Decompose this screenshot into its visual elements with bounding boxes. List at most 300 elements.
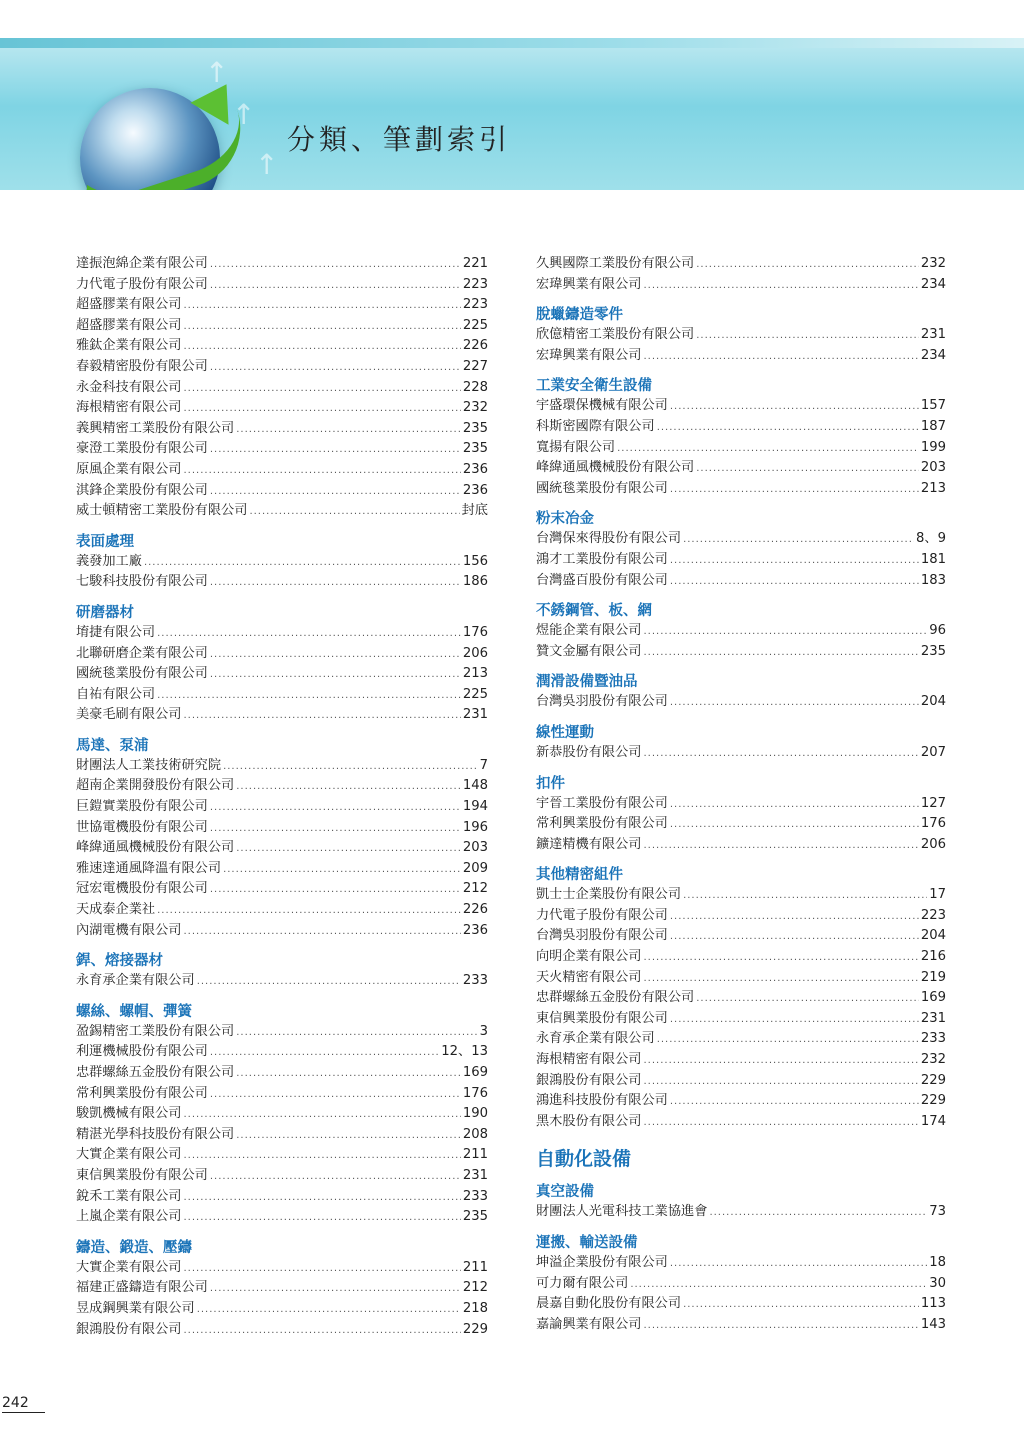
page-reference: 234 [920, 347, 946, 363]
index-entry [76, 357, 488, 378]
index-entry [536, 325, 946, 346]
company-name: 駿凱機械有限公司 [76, 1106, 182, 1122]
dot-leader [210, 440, 461, 461]
page-reference: 231 [920, 1010, 946, 1026]
page-reference: 209 [462, 860, 488, 876]
page-reference: 199 [920, 439, 946, 455]
dot-leader [210, 880, 461, 901]
page-reference: 211 [462, 1259, 488, 1275]
company-name: 北聯研磨企業有限公司 [76, 645, 208, 661]
company-name: 原風企業有限公司 [76, 461, 182, 477]
company-name: 世協電機股份有限公司 [76, 819, 208, 835]
index-entry [536, 417, 946, 438]
page-reference: 7 [479, 757, 488, 773]
company-name: 向明企業有限公司 [536, 949, 642, 965]
company-name: 凱士士企業股份有限公司 [536, 887, 682, 903]
page-reference: 8、9 [916, 531, 946, 547]
section-heading: 線性運動 [536, 724, 594, 741]
page-reference: 216 [920, 949, 946, 965]
dot-leader [210, 482, 461, 503]
index-entry [536, 968, 946, 989]
page-reference: 221 [462, 256, 488, 271]
category-heading: 自動化設備 [536, 1148, 632, 1171]
company-name: 台灣吳羽股份有限公司 [536, 694, 668, 710]
index-entry [76, 1187, 488, 1208]
index-entry [536, 438, 946, 459]
company-name: 常利興業股份有限公司 [76, 1085, 208, 1101]
company-name: 國統毯業股份有限公司 [76, 666, 208, 682]
company-name: 宏瑋興業有限公司 [536, 347, 642, 363]
company-name: 美豪毛刷有限公司 [76, 707, 182, 723]
dot-leader [210, 276, 461, 297]
page-reference: 233 [462, 973, 488, 989]
company-name: 冠宏電機股份有限公司 [76, 881, 208, 897]
dot-leader [223, 757, 478, 778]
section-heading: 鑄造、鍛造、壓鑄 [76, 1239, 192, 1256]
index-entry [536, 1091, 946, 1112]
page-reference: 234 [920, 276, 946, 292]
company-name: 昱成鋼興業有限公司 [76, 1300, 195, 1316]
company-name: 財團法人光電科技工業協進會 [536, 1204, 708, 1220]
page-reference: 190 [462, 1106, 488, 1122]
dot-leader [210, 645, 461, 666]
company-name: 忠群螺絲五金股份有限公司 [76, 1065, 235, 1080]
page-reference: 17 [929, 887, 946, 903]
company-name: 自祐有限公司 [76, 686, 156, 702]
globe-icon [70, 78, 240, 190]
index-entry [76, 378, 488, 399]
index-entry [76, 1166, 488, 1187]
dot-leader [670, 927, 919, 948]
dot-leader [644, 948, 919, 969]
page-reference: 204 [920, 928, 946, 944]
page-reference: 196 [462, 819, 488, 835]
index-entry [76, 818, 488, 839]
company-name: 雅速達通風降溫有限公司 [76, 860, 222, 876]
index-entry [536, 458, 946, 479]
page-reference: 231 [462, 707, 488, 723]
index-entry [76, 419, 488, 440]
dot-leader [184, 1208, 461, 1229]
index-entry [536, 346, 946, 367]
dot-leader [184, 461, 461, 482]
index-entry [536, 396, 946, 417]
page-reference: 96 [929, 623, 946, 639]
page-reference: 186 [462, 574, 488, 590]
page-reference: 235 [920, 643, 946, 659]
dot-leader [670, 397, 919, 418]
dot-leader [184, 1146, 461, 1167]
page-reference: 229 [920, 1093, 946, 1109]
dot-leader [644, 1051, 919, 1072]
index-entry [536, 1071, 946, 1092]
index-entry [76, 439, 488, 460]
dot-leader [210, 1085, 461, 1106]
index-entry [76, 921, 488, 942]
dot-leader [157, 624, 461, 645]
dot-leader [644, 643, 919, 664]
company-name: 內湖電機有限公司 [76, 922, 182, 938]
dot-leader [670, 795, 919, 816]
dot-leader [657, 418, 919, 439]
index-entry [76, 879, 488, 900]
company-name: 淇鋒企業股份有限公司 [76, 482, 208, 498]
dot-leader [184, 706, 461, 727]
dot-leader [670, 815, 919, 836]
index-entry [536, 1009, 946, 1030]
dot-leader [184, 337, 461, 358]
page-reference: 157 [920, 398, 946, 414]
page-reference: 213 [462, 666, 488, 682]
dot-leader [223, 860, 461, 881]
company-name: 力代電子股份有限公司 [536, 907, 668, 923]
dot-leader [184, 1321, 461, 1342]
dot-leader [210, 358, 461, 379]
index-entry [76, 275, 488, 296]
dot-leader [210, 665, 461, 686]
dot-leader [670, 551, 919, 572]
page-reference: 207 [920, 744, 946, 760]
page-reference: 212 [462, 1280, 488, 1296]
index-entry [536, 1253, 946, 1274]
page-reference: 174 [920, 1113, 946, 1129]
dot-leader [197, 972, 461, 993]
index-entry [536, 926, 946, 947]
company-name: 常利興業股份有限公司 [536, 816, 668, 832]
index-entry [536, 1274, 946, 1295]
dot-leader [210, 798, 461, 819]
section-heading: 銲、熔接器材 [76, 953, 163, 970]
index-entry [536, 835, 946, 856]
company-name: 福建正盛鑄造有限公司 [76, 1280, 208, 1296]
index-entry [76, 501, 488, 522]
section-heading: 運搬、輸送設備 [536, 1235, 638, 1251]
company-name: 海根精密有限公司 [76, 400, 182, 416]
page-reference: 223 [462, 276, 488, 292]
index-entry [76, 1125, 488, 1146]
dot-leader [683, 1295, 919, 1316]
company-name: 可力爾有限公司 [536, 1275, 629, 1291]
company-name: 銀鴻股份有限公司 [536, 1072, 642, 1088]
page-reference: 12、13 [441, 1044, 488, 1060]
section-heading: 不銹鋼管、板、網 [536, 603, 652, 620]
company-name: 永育承企業有限公司 [536, 1031, 655, 1047]
dot-leader [657, 1030, 919, 1051]
page-reference: 233 [920, 1031, 946, 1047]
index-entry [76, 1145, 488, 1166]
index-entry [76, 644, 488, 665]
company-name: 台灣盛百股份有限公司 [536, 572, 668, 588]
index-entry [76, 685, 488, 706]
section-heading: 潤滑設備暨油品 [536, 674, 638, 691]
header-banner [0, 38, 1024, 190]
index-entry [536, 692, 946, 713]
index-entry [76, 572, 488, 593]
dot-leader [184, 1188, 461, 1209]
company-name: 東信興業股份有限公司 [76, 1167, 208, 1183]
dot-leader [644, 1072, 919, 1093]
index-entry [536, 642, 946, 663]
index-entry [76, 756, 488, 777]
index-entry [76, 797, 488, 818]
page-reference: 176 [462, 624, 488, 640]
dot-leader [210, 1279, 461, 1300]
page-reference: 169 [920, 990, 946, 1006]
company-name: 東信興業股份有限公司 [536, 1010, 668, 1026]
index-entry [76, 336, 488, 357]
dot-leader [670, 480, 919, 501]
company-name: 義興精密工業股份有限公司 [76, 420, 235, 436]
dot-leader [210, 1043, 439, 1064]
page-reference: 231 [462, 1167, 488, 1183]
index-entry [76, 1278, 488, 1299]
dot-leader [184, 379, 461, 400]
company-name: 大實企業有限公司 [76, 1259, 182, 1275]
dot-leader [696, 989, 919, 1010]
index-column-left [76, 254, 488, 1340]
up-arrow-icon: ↑ [232, 98, 256, 131]
company-name: 銳禾工業有限公司 [76, 1188, 182, 1204]
dot-leader [249, 502, 459, 523]
index-entry [536, 1315, 946, 1336]
company-name: 鑛達精機有限公司 [536, 836, 642, 852]
dot-leader [644, 1316, 919, 1337]
index-entry [76, 481, 488, 502]
index-entry [76, 971, 488, 992]
dot-leader [210, 819, 461, 840]
company-name: 黑木股份有限公司 [536, 1113, 642, 1129]
index-entry [536, 571, 946, 592]
index-entry [536, 479, 946, 500]
page-reference: 233 [462, 1188, 488, 1204]
page-reference: 236 [462, 461, 488, 477]
company-name: 上嵐企業有限公司 [76, 1209, 182, 1225]
dot-leader [184, 922, 461, 943]
dot-leader [144, 553, 461, 574]
dot-leader [670, 1254, 927, 1275]
page-reference: 232 [920, 256, 946, 271]
index-entry [536, 814, 946, 835]
company-name: 大實企業有限公司 [76, 1147, 182, 1163]
dot-leader [236, 1064, 461, 1085]
page-reference: 206 [462, 645, 488, 661]
dot-leader [184, 317, 461, 338]
page-reference: 235 [462, 1209, 488, 1225]
dot-leader [236, 420, 461, 441]
index-entry [76, 623, 488, 644]
company-name: 嘉論興業有限公司 [536, 1316, 642, 1332]
page-reference: 212 [462, 881, 488, 897]
section-heading: 真空設備 [536, 1184, 594, 1201]
index-entry [76, 1084, 488, 1105]
company-name: 鴻才工業股份有限公司 [536, 551, 668, 567]
index-entry [536, 794, 946, 815]
index-column-right [536, 254, 946, 1335]
page-reference: 176 [920, 816, 946, 832]
dot-leader [184, 296, 461, 317]
company-name: 台灣保來得股份有限公司 [536, 531, 682, 547]
page-reference: 176 [462, 1085, 488, 1101]
company-name: 天火精密有限公司 [536, 969, 642, 985]
company-name: 鴻進科技股份有限公司 [536, 1093, 668, 1109]
company-name: 永育承企業有限公司 [76, 973, 195, 989]
index-entry [536, 1294, 946, 1315]
page-reference: 226 [462, 902, 488, 918]
dot-leader [709, 1203, 927, 1224]
company-name: 科斯密國際有限公司 [536, 418, 655, 434]
page-reference: 229 [920, 1072, 946, 1088]
page-reference: 219 [920, 969, 946, 985]
index-entry [76, 900, 488, 921]
index-entry [76, 859, 488, 880]
company-name: 天成泰企業社 [76, 902, 156, 918]
page-reference: 229 [462, 1321, 488, 1337]
company-name: 煜能企業有限公司 [536, 623, 642, 639]
index-entry [76, 838, 488, 859]
company-name: 峰緯通風機械股份有限公司 [76, 840, 235, 856]
dot-leader [197, 1300, 461, 1321]
page-reference: 223 [462, 297, 488, 313]
section-heading: 螺絲、螺帽、彈簧 [76, 1003, 192, 1020]
page-reference: 194 [462, 799, 488, 815]
section-heading: 馬達、泵浦 [76, 737, 149, 754]
company-name: 雅鈦企業有限公司 [76, 338, 182, 354]
dot-leader [157, 901, 461, 922]
page-reference: 113 [920, 1296, 946, 1312]
company-name: 達振泡綿企業有限公司 [76, 256, 208, 271]
company-name: 晨嘉自動化股份有限公司 [536, 1296, 682, 1312]
dot-leader [210, 1167, 461, 1188]
company-name: 利運機械股份有限公司 [76, 1044, 208, 1060]
page-reference: 236 [462, 922, 488, 938]
dot-leader [644, 836, 919, 857]
company-name: 欣億精密工業股份有限公司 [536, 327, 695, 343]
index-entry [536, 885, 946, 906]
dot-leader [236, 1126, 461, 1147]
page-reference: 148 [462, 778, 488, 794]
index-entry [76, 1320, 488, 1341]
section-heading: 研磨器材 [76, 604, 134, 621]
index-entry [76, 1207, 488, 1228]
index-entry [76, 1299, 488, 1320]
dot-leader [644, 347, 919, 368]
up-arrow-icon: ↑ [255, 148, 279, 181]
index-entry [536, 906, 946, 927]
index-entry [76, 1063, 488, 1084]
company-name: 力代電子股份有限公司 [76, 276, 208, 292]
page-reference: 187 [920, 418, 946, 434]
company-name: 春毅精密股份有限公司 [76, 358, 208, 374]
page-reference: 206 [920, 836, 946, 852]
page-reference: 169 [462, 1065, 488, 1080]
company-name: 久興國際工業股份有限公司 [536, 256, 695, 271]
company-name: 海根精密有限公司 [536, 1052, 642, 1068]
page-reference: 208 [462, 1126, 488, 1142]
index-entry [536, 550, 946, 571]
page-reference: 156 [462, 553, 488, 569]
company-name: 義發加工廠 [76, 553, 142, 569]
index-entry [76, 705, 488, 726]
section-heading: 表面處理 [76, 533, 134, 550]
index-entry [536, 1029, 946, 1050]
dot-leader [644, 969, 919, 990]
index-entry [536, 254, 946, 275]
dot-leader [157, 686, 461, 707]
index-entry [76, 1022, 488, 1043]
page-reference: 127 [920, 795, 946, 811]
page-reference: 235 [462, 441, 488, 457]
dot-leader [630, 1275, 927, 1296]
section-heading: 工業安全衛生設備 [536, 378, 652, 395]
index-entry [76, 776, 488, 797]
page-title: 分類、筆劃索引 [287, 123, 512, 156]
dot-leader [617, 439, 919, 460]
company-name: 超盛膠業有限公司 [76, 297, 182, 313]
company-name: 宇盛環保機械有限公司 [536, 398, 668, 414]
dot-leader [236, 1023, 477, 1044]
company-name: 財團法人工業技術研究院 [76, 757, 222, 773]
page-reference: 232 [920, 1052, 946, 1068]
page-reference: 211 [462, 1147, 488, 1163]
dot-leader [683, 886, 927, 907]
index-entry [536, 529, 946, 550]
dot-leader [683, 530, 914, 551]
page-reference: 218 [462, 1300, 488, 1316]
company-name: 坤溢企業股份有限公司 [536, 1255, 668, 1270]
page-reference: 30 [929, 1275, 946, 1291]
page-reference: 204 [920, 694, 946, 710]
page-number: 242 [2, 1394, 45, 1413]
dot-leader [210, 255, 461, 276]
dot-leader [670, 693, 919, 714]
index-entry [76, 1042, 488, 1063]
company-name: 宇晉工業股份有限公司 [536, 795, 668, 811]
page-reference: 18 [929, 1255, 946, 1270]
company-name: 台灣吳羽股份有限公司 [536, 928, 668, 944]
company-name: 威士頓精密工業股份有限公司 [76, 503, 248, 519]
company-name: 忠群螺絲五金股份有限公司 [536, 990, 695, 1006]
index-entry [76, 295, 488, 316]
index-entry [536, 947, 946, 968]
dot-leader [696, 255, 919, 276]
section-heading: 粉末冶金 [536, 511, 594, 528]
page-reference: 181 [920, 551, 946, 567]
company-name: 超南企業開發股份有限公司 [76, 778, 235, 794]
index-entry [536, 621, 946, 642]
index-entry [536, 275, 946, 296]
page-reference: 225 [462, 686, 488, 702]
company-name: 精湛光學科技股份有限公司 [76, 1126, 235, 1142]
page-reference: 232 [462, 400, 488, 416]
company-name: 國統毯業股份有限公司 [536, 480, 668, 496]
company-name: 峰緯通風機械股份有限公司 [536, 460, 695, 476]
page-reference: 223 [920, 907, 946, 923]
index-entry [76, 316, 488, 337]
page-reference: 封底 [461, 503, 488, 519]
page-reference: 226 [462, 338, 488, 354]
index-entry [76, 398, 488, 419]
index-entry [76, 664, 488, 685]
page-reference: 228 [462, 379, 488, 395]
index-entry [76, 254, 488, 275]
company-name: 宏瑋興業有限公司 [536, 276, 642, 292]
index-entry [536, 743, 946, 764]
dot-leader [236, 839, 461, 860]
index-entry [536, 1112, 946, 1133]
page-reference: 236 [462, 482, 488, 498]
page-reference: 143 [920, 1316, 946, 1332]
company-name: 銀鴻股份有限公司 [76, 1321, 182, 1337]
